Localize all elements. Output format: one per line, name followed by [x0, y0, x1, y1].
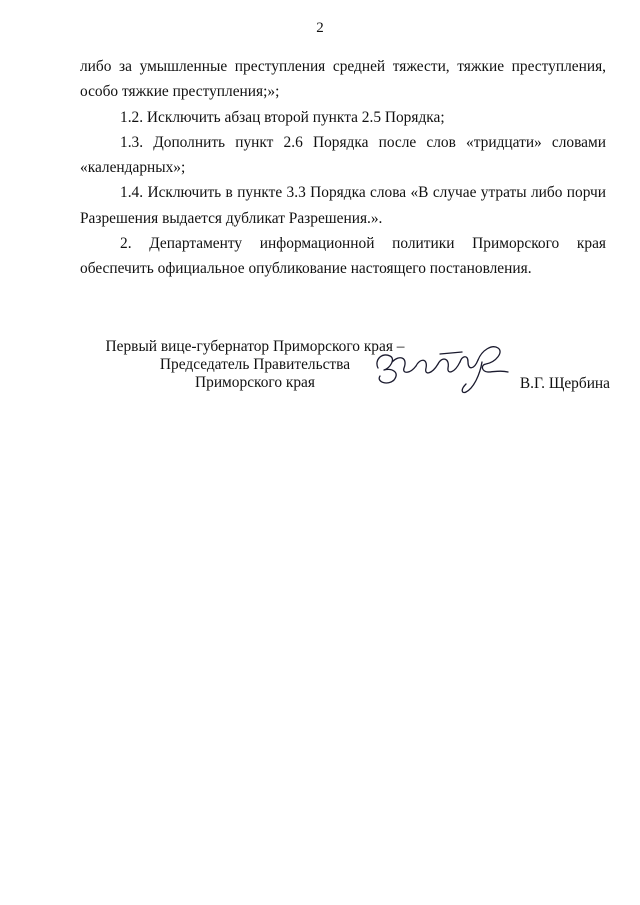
page-number: 2 [316, 20, 324, 36]
signature-block [80, 338, 610, 408]
paragraph-item-2: 2. Департаменту информационной политики Приморского края обеспечить официальное опубликование настоящего постановления. [80, 235, 606, 278]
paragraph-item-1-3: 1.3. Дополнить пункт 2.6 Порядка после слов «тридцати» словами «календарных»; [80, 133, 606, 177]
position-line-3: Приморского края [195, 374, 315, 391]
document-body [80, 54, 606, 282]
paragraph-item-1-4: 1.4. Исключить в пункте 3.3 Порядка слова «В случае утраты либо порчи Разрешения выдается дубликат Разрешения.». [80, 184, 606, 227]
paragraph-continuation: либо за умышленные преступления средней тяжести, тяжкие преступления, особо тяжкие преступления;»; [80, 58, 606, 101]
position-line-2: Председатель Правительства [159, 356, 351, 373]
handwritten-signature [370, 332, 520, 400]
signatory-name: В.Г. Щербина [519, 375, 610, 392]
paragraph-item-1-2: 1.2. Исключить абзац второй пункта 2.5 Порядка; [120, 108, 445, 126]
signatory-position [100, 338, 410, 392]
position-line-1: Первый вице-губернатор Приморского края – [105, 338, 405, 355]
